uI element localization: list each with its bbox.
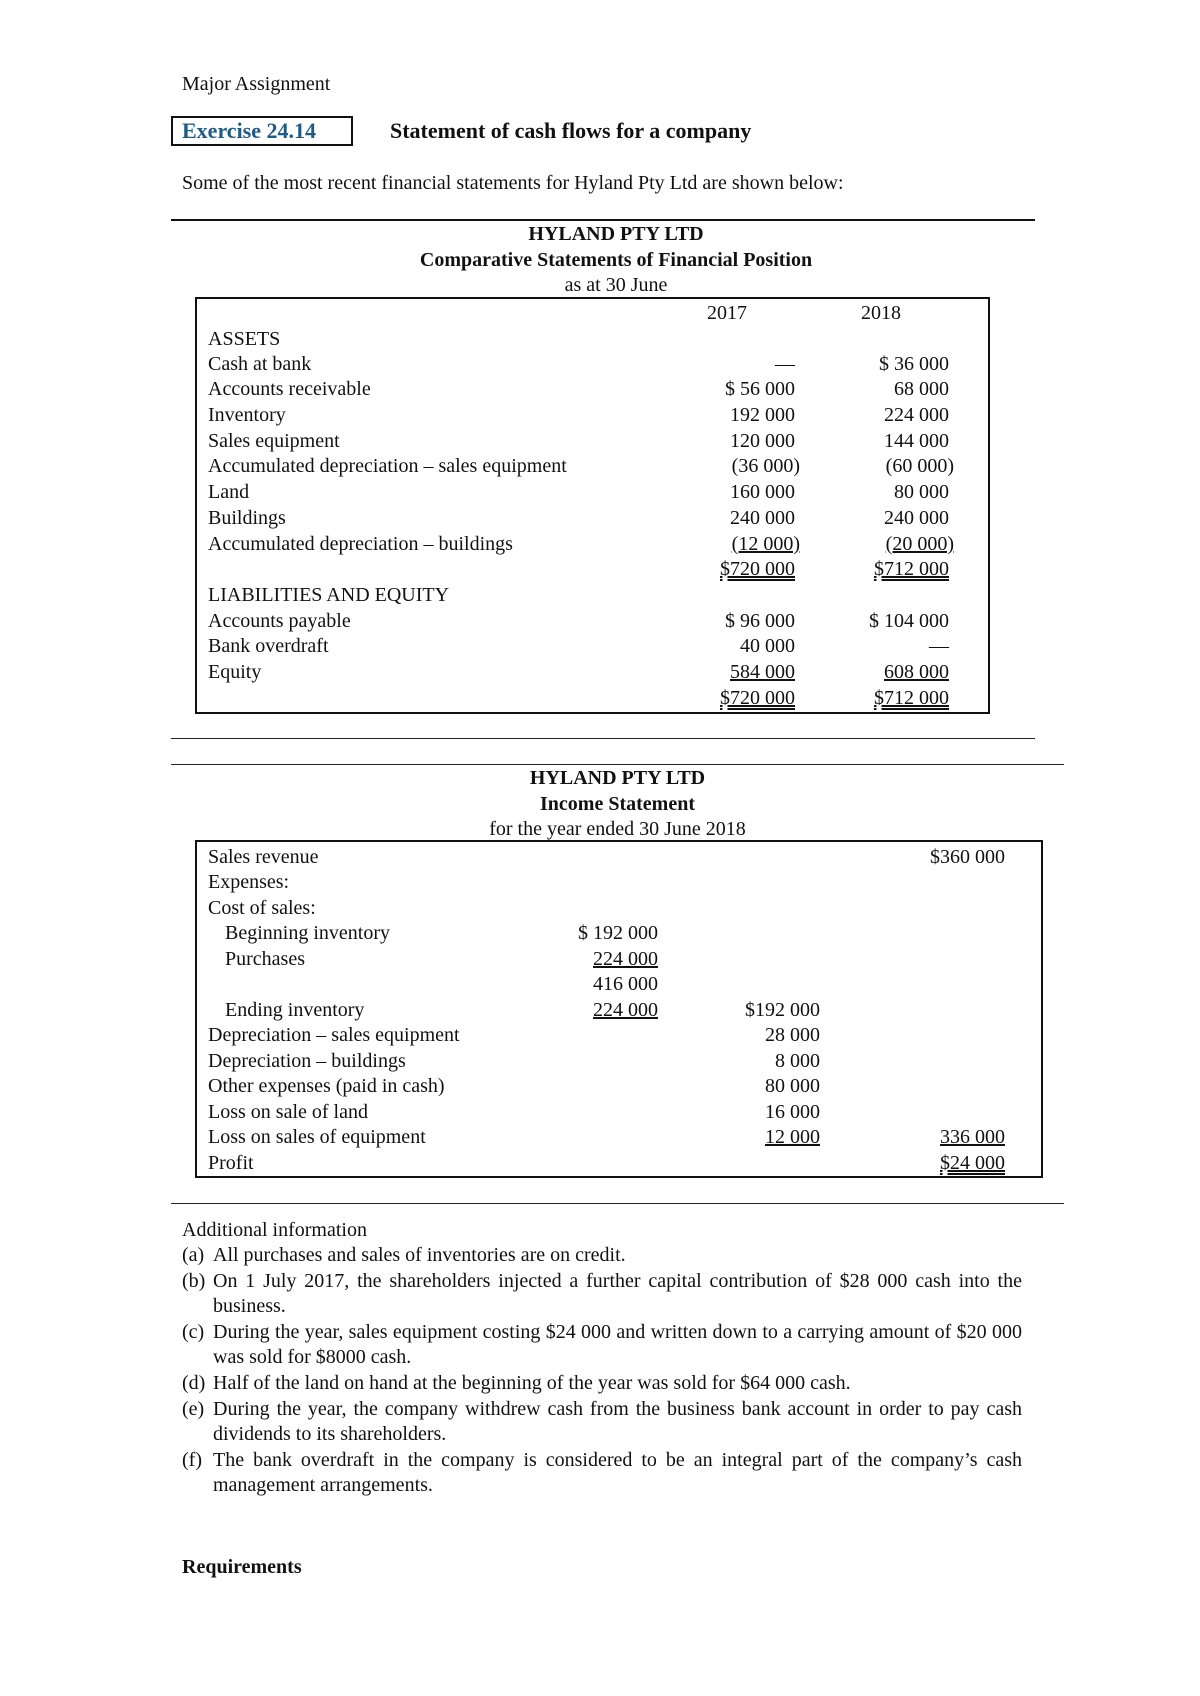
sfp-liab-2017: 40 000: [740, 635, 795, 657]
sfp-subtitle: as at 30 June: [564, 274, 668, 296]
sfp-asset-2017: —: [775, 353, 795, 375]
sfp-asset-label: Sales equipment: [208, 430, 340, 452]
note-label: (c): [182, 1321, 205, 1343]
sfp-liab-total-2017: $720 000: [720, 687, 795, 709]
sfp-assets-total-2017: $720 000: [720, 558, 795, 580]
sfp-liab-2018: —: [929, 635, 949, 657]
sfp-asset-label: Accumulated depreciation – buildings: [208, 533, 513, 555]
sfp-asset-2018: 68 000: [894, 378, 949, 400]
sfp-company: HYLAND PTY LTD: [528, 223, 704, 245]
sfp-liab-2018: 608 000: [884, 661, 949, 683]
sfp-asset-label: Cash at bank: [208, 353, 312, 375]
additional-heading: Additional information: [182, 1219, 367, 1241]
is-expenses-label: Expenses:: [208, 871, 290, 893]
sfp-title: Comparative Statements of Financial Position: [419, 249, 813, 271]
sfp-asset-2018: 240 000: [884, 507, 949, 529]
sfp-assets-heading: ASSETS: [208, 328, 281, 350]
is-expense-label: Depreciation – buildings: [208, 1050, 406, 1072]
sfp-col-2017: 2017: [707, 302, 747, 324]
is-subtotal-value: 416 000: [593, 973, 658, 995]
sfp-asset-2017: 240 000: [730, 507, 795, 529]
sfp-liab-2017: $ 96 000: [725, 610, 795, 632]
sfp-liab-2017: 584 000: [730, 661, 795, 683]
additional-note: [182, 1397, 1022, 1447]
sfp-liab-total-2018: $712 000: [874, 687, 949, 709]
is-expense-label: Loss on sales of equipment: [208, 1126, 426, 1148]
sfp-asset-2017: (36 000): [731, 455, 800, 477]
is-bottom-rule: [171, 1203, 1064, 1204]
is-profit-label: Profit: [208, 1152, 254, 1174]
exercise-title: Statement of cash flows for a company: [390, 118, 752, 143]
is-top-rule: [171, 764, 1064, 765]
sfp-liab-2018: $ 104 000: [869, 610, 949, 632]
sfp-asset-2017: 120 000: [730, 430, 795, 452]
additional-note: [182, 1269, 1022, 1319]
is-beg-inv-label: Beginning inventory: [225, 922, 390, 944]
note-text: During the year, sales equipment costing $24 000 and written down to a carrying amount of $20 000 was sold for $8000 cash.: [213, 1321, 1022, 1368]
is-sales-value: $360 000: [930, 846, 1005, 868]
sfp-col-2018: 2018: [861, 302, 901, 324]
is-title: Income Statement: [540, 793, 695, 815]
note-text: All purchases and sales of inventories are on credit.: [213, 1244, 626, 1266]
sfp-asset-2018: (20 000): [885, 533, 954, 555]
sfp-liab-heading: LIABILITIES AND EQUITY: [208, 584, 450, 606]
is-purchases-value: 224 000: [593, 948, 658, 970]
sfp-asset-2017: 192 000: [730, 404, 795, 426]
note-label: (e): [182, 1398, 205, 1420]
is-expense-value: 16 000: [765, 1101, 820, 1123]
sfp-asset-label: Buildings: [208, 507, 286, 529]
is-total-expenses: 336 000: [940, 1126, 1005, 1148]
sfp-liab-label: Bank overdraft: [208, 635, 329, 657]
sfp-top-rule: [171, 219, 1035, 221]
is-expense-value: 12 000: [765, 1126, 820, 1148]
is-expense-label: Depreciation – sales equipment: [208, 1024, 460, 1046]
requirements-heading: Requirements: [182, 1556, 302, 1578]
is-beg-inv-value: $ 192 000: [578, 922, 658, 944]
sfp-asset-label: Accounts receivable: [208, 378, 371, 400]
additional-note: [182, 1320, 1022, 1370]
is-profit-value: $24 000: [940, 1152, 1005, 1174]
is-expense-value: 8 000: [775, 1050, 820, 1072]
is-purchases-label: Purchases: [225, 948, 305, 970]
note-text: The bank overdraft in the company is considered to be an integral part of the company’s cash management arrangements.: [213, 1449, 1022, 1496]
note-label: (d): [182, 1372, 206, 1394]
is-end-inv-label: Ending inventory: [225, 999, 365, 1021]
is-cos-label: Cost of sales:: [208, 897, 316, 919]
is-end-inv-value: 224 000: [593, 999, 658, 1021]
is-subtitle: for the year ended 30 June 2018: [489, 818, 746, 840]
additional-note: [182, 1448, 1022, 1498]
sfp-asset-2017: $ 56 000: [725, 378, 795, 400]
running-title: Major Assignment: [182, 73, 331, 95]
sfp-liab-label: Accounts payable: [208, 610, 351, 632]
is-expense-value: 28 000: [765, 1024, 820, 1046]
note-text: On 1 July 2017, the shareholders injected a further capital contribution of $28 000 cash into the business.: [213, 1270, 1022, 1317]
additional-note: [182, 1243, 1022, 1268]
note-text: Half of the land on hand at the beginning of the year was sold for $64 000 cash.: [213, 1372, 851, 1394]
additional-note: [182, 1371, 1022, 1396]
sfp-bottom-rule: [171, 738, 1035, 739]
is-company: HYLAND PTY LTD: [529, 767, 706, 789]
sfp-liab-label: Equity: [208, 661, 262, 683]
exercise-label: Exercise 24.14: [182, 118, 317, 143]
sfp-asset-2018: (60 000): [885, 455, 954, 477]
is-expense-label: Loss on sale of land: [208, 1101, 368, 1123]
is-cos-value: $192 000: [745, 999, 820, 1021]
note-label: (a): [182, 1244, 205, 1266]
sfp-asset-2017: (12 000): [731, 533, 800, 555]
sfp-asset-2017: 160 000: [730, 481, 795, 503]
sfp-asset-2018: $ 36 000: [879, 353, 949, 375]
sfp-asset-2018: 144 000: [884, 430, 949, 452]
note-label: (b): [182, 1270, 206, 1292]
is-expense-value: 80 000: [765, 1075, 820, 1097]
sfp-asset-2018: 80 000: [894, 481, 949, 503]
note-label: (f): [182, 1449, 202, 1471]
note-text: During the year, the company withdrew cash from the business bank account in order to pay cash dividends to its shareholders.: [213, 1398, 1022, 1445]
sfp-asset-label: Land: [208, 481, 250, 503]
is-expense-label: Other expenses (paid in cash): [208, 1075, 445, 1097]
sfp-asset-label: Inventory: [208, 404, 286, 426]
sfp-assets-total-2018: $712 000: [874, 558, 949, 580]
is-sales-label: Sales revenue: [208, 846, 319, 868]
sfp-asset-2018: 224 000: [884, 404, 949, 426]
intro-text: Some of the most recent financial statements for Hyland Pty Ltd are shown below:: [182, 172, 844, 194]
sfp-asset-label: Accumulated depreciation – sales equipment: [208, 455, 567, 477]
